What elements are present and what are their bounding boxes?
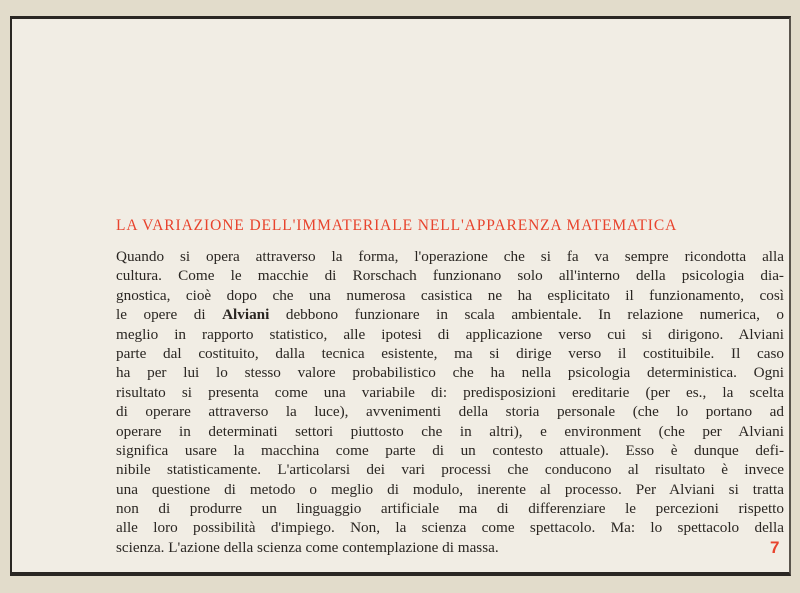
paragraph-line: operare in determinati settori piuttosto che in altri), e environment (che per Alviani xyxy=(116,422,784,440)
body-paragraph xyxy=(116,247,784,557)
paragraph-line: gnostica, cioè dopo che una numerosa casistica ne ha esplicitato il funzionamento, così xyxy=(116,286,784,304)
paragraph-line: Quando si opera attraverso la forma, l'operazione che si fa va sempre ricondotta alla xyxy=(116,248,784,265)
paragraph-line: non di produrre un linguaggio artificiale ma di differenziare le percezioni rispetto xyxy=(116,500,784,518)
paragraph-line: di operare attraverso la luce), avvenimenti della storia personale (che lo portano ad xyxy=(116,403,784,421)
paragraph-line: meglio in rapporto statistico, alle ipotesi di applicazione verso cui si dirigono. Alviani xyxy=(116,325,784,343)
paragraph-line: significa usare la macchina come parte di un contesto attuale). Esso è dunque defi- xyxy=(116,441,784,459)
bold-term: Alviani xyxy=(222,306,270,324)
paragraph-line: ha per lui lo stesso valore probabilistico che ha nella psicologia deterministica. Ogni xyxy=(116,364,784,382)
paragraph-line: alle loro possibilità d'impiego. Non, la scienza come spettacolo. Ma: lo spettacolo della xyxy=(116,519,784,537)
paragraph-line: le opere di Alviani debbono funzionare in scala ambientale. In relazione numerica, o xyxy=(116,306,784,324)
page-heading: LA VARIAZIONE DELL'IMMATERIALE NELL'APPARENZA MATEMATICA xyxy=(116,217,678,234)
paragraph-line: cultura. Come le macchie di Rorschach funzionano solo all'interno della psicologia dia- xyxy=(116,267,784,285)
paragraph-line: risultato si presenta come una variabile di: predisposizioni ereditarie (per es., la scelta xyxy=(116,383,784,401)
paragraph-line: nibile statisticamente. L'articolarsi dei vari processi che conducono al risultato è invece xyxy=(116,461,784,479)
paragraph-line: una questione di metodo o meglio di modulo, inerente al processo. Per Alviani si tratta xyxy=(116,480,784,498)
page-number: 7 xyxy=(770,538,780,557)
paragraph-line: scienza. L'azione della scienza come contemplazione di massa. xyxy=(116,538,499,556)
paragraph-line: parte dal costituito, dalla tecnica esistente, ma si dirige verso il costituibile. Il caso xyxy=(116,344,784,362)
book-page xyxy=(10,16,791,576)
